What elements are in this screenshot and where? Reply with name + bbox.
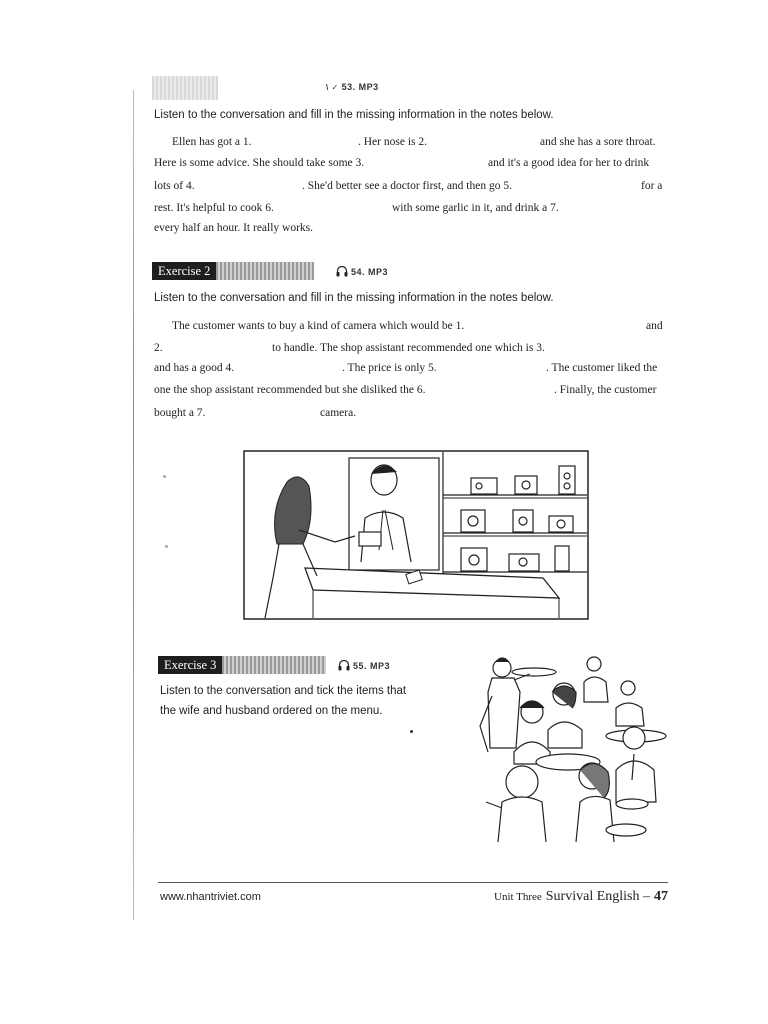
ex1-line-3-a: lots of 4. [154,180,195,192]
page-number: 47 [654,889,668,904]
footer-unit: Unit Three [494,891,542,903]
ex2-line-3-a: and has a good 4. [154,362,235,374]
ex2-line-4-a: one the shop assistant recommended but she disliked the 6. [154,384,426,396]
exercise-2-tag [152,262,314,280]
exercise-3-instruction-line-2: the wife and husband ordered on the menu. [160,705,383,717]
ex2-line-1-a: The customer wants to buy a kind of camera which would be 1. [172,320,465,332]
ex1-line-1-a: Ellen has got a 1. [172,136,252,148]
ex2-line-3-b: . The price is only 5. [342,362,437,374]
exercise-2-number: Exercise 2 [152,262,216,280]
ex2-line-5-a: bought a 7. [154,407,206,419]
ex1-line-3-c: for a [641,180,663,192]
ex1-line-1-c: and she has a sore throat. [540,136,656,148]
exercise-3-subtitle-faded [222,656,326,674]
ex1-line-1-b: . Her nose is 2. [358,136,427,148]
exercise-3-mp3-label: 55. MP3 [338,660,390,671]
exercise-3-tag [158,656,326,674]
ex1-line-2-a: Here is some advice. She should take some 3. [154,157,365,169]
exercise-3-number: Exercise 3 [158,656,222,674]
ex2-line-2-b: to handle. The shop assistant recommended one which is 3. [272,342,545,354]
scan-speck [163,475,166,478]
scan-speck [165,545,168,548]
ex1-line-3-b: . She'd better see a doctor first, and then go 5. [302,180,512,192]
restaurant-illustration [476,652,670,844]
footer-page-info [494,887,668,905]
ex2-line-1-b: and [646,320,663,332]
exercise-2-subtitle-faded [216,262,314,280]
ex2-line-2-a: 2. [154,342,163,354]
ex1-line-4-a: rest. It's helpful to cook 6. [154,202,274,214]
camera-shop-illustration [243,450,589,620]
ex1-line-5: every half an hour. It really works. [154,222,314,234]
binding-line [133,90,134,920]
footer-book-title: Survival English – [545,889,650,904]
ex2-line-5-b: camera. [320,407,357,419]
ex2-line-4-b: . Finally, the customer [554,384,657,396]
exercise-2-instruction: Listen to the conversation and fill in the missing information in the notes below. [154,292,554,304]
ex1-line-4-b: with some garlic in it, and drink a 7. [392,202,559,214]
headset-icon [338,660,350,671]
exercise-1-mp3-label: \ ✓ 53. MP3 [326,82,379,92]
ex2-line-3-c: . The customer liked the [546,362,658,374]
headset-icon [336,266,348,277]
footer-website: www.nhantriviet.com [160,891,261,903]
exercise-1-tag-faded [152,76,218,100]
scan-speck [410,730,413,733]
headset-icon: \ ✓ [326,83,339,92]
exercise-2-mp3-label: 54. MP3 [336,266,388,277]
ex1-line-2-b: and it's a good idea for her to drink [488,157,650,169]
exercise-3-instruction-line-1: Listen to the conversation and tick the items that [160,685,407,697]
exercise-1-instruction: Listen to the conversation and fill in the missing information in the notes below. [154,109,554,121]
footer-rule [158,882,668,883]
